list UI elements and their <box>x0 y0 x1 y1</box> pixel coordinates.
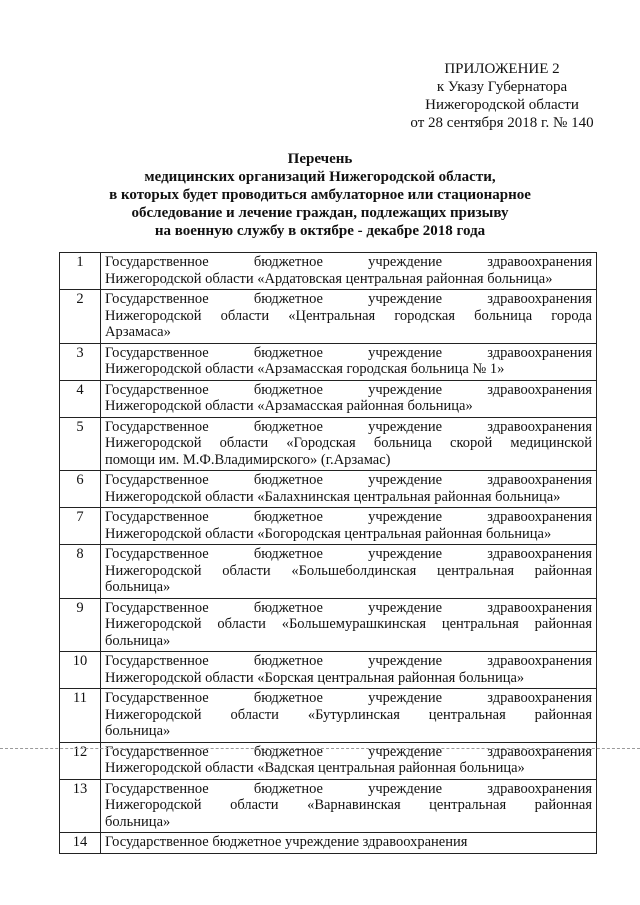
appendix-reference: к Указу Губернатора <box>436 79 568 95</box>
organization-name-line: больница» <box>105 632 171 649</box>
table-row <box>60 598 597 652</box>
organization-name <box>101 471 597 508</box>
organization-name-line: Нижегородской области «Центральная городская больница города <box>105 307 592 324</box>
organization-name-line: Арзамаса» <box>105 324 171 340</box>
organization-name-line: Государственное бюджетное учреждение здравоохранения <box>105 690 592 706</box>
scan-fold-line <box>0 748 640 749</box>
organization-name-line: Государственное бюджетное учреждение здравоохранения <box>105 834 468 850</box>
table-row <box>60 833 597 854</box>
appendix-label: ПРИЛОЖЕНИЕ 2 <box>444 61 560 77</box>
table-row <box>60 290 597 344</box>
organization-name-line: Государственное бюджетное учреждение здравоохранения <box>105 653 592 669</box>
table-row <box>60 652 597 689</box>
row-number: 14 <box>60 833 101 854</box>
organization-name <box>101 253 597 290</box>
organization-name <box>101 833 597 854</box>
organization-name-line: Государственное бюджетное учреждение здравоохранения <box>105 254 592 270</box>
row-number: 3 <box>60 343 101 380</box>
organization-name-line: Нижегородской области «Большеболдинская центральная районная <box>105 562 592 579</box>
organization-name-line: Государственное бюджетное учреждение здравоохранения <box>105 780 592 797</box>
row-number: 4 <box>60 380 101 417</box>
row-number: 5 <box>60 417 101 471</box>
organization-name-line: Нижегородской области «Большемурашкинская центральная районная <box>105 616 592 632</box>
organization-name-line: больница» <box>105 723 171 739</box>
row-number: 11 <box>60 689 101 743</box>
table-row <box>60 545 597 599</box>
appendix-region: Нижегородской области <box>425 97 579 113</box>
organization-name-line: Государственное бюджетное учреждение здравоохранения <box>105 291 592 307</box>
title-line: в которых будет проводиться амбулаторное или стационарное <box>109 187 531 203</box>
organization-name-line: больница» <box>105 813 171 830</box>
organization-name-line: Государственное бюджетное учреждение здравоохранения <box>105 381 592 398</box>
organization-name-line: Государственное бюджетное учреждение здравоохранения <box>105 509 592 525</box>
organization-name <box>101 598 597 652</box>
organization-name <box>101 380 597 417</box>
appendix-header <box>392 60 612 132</box>
organization-name <box>101 545 597 599</box>
row-number: 7 <box>60 508 101 545</box>
row-number: 13 <box>60 779 101 833</box>
title-line: на военную службу в октябре - декабре 2018 года <box>154 223 486 239</box>
organization-name-line: Нижегородской области «Варнавинская центральная районная <box>105 797 592 813</box>
organization-name <box>101 689 597 743</box>
organization-name <box>101 343 597 380</box>
organization-name <box>101 779 597 833</box>
row-number: 10 <box>60 652 101 689</box>
organization-name-line: Нижегородской области «Городская больница скорой медицинской <box>105 435 592 451</box>
table-row <box>60 253 597 290</box>
row-number: 1 <box>60 253 101 290</box>
table-row <box>60 471 597 508</box>
organization-name <box>101 652 597 689</box>
organization-name-line: Государственное бюджетное учреждение здравоохранения <box>105 599 592 616</box>
organization-name-line: Государственное бюджетное учреждение здравоохранения <box>105 344 592 361</box>
organization-name-line: Государственное бюджетное учреждение здравоохранения <box>105 472 592 488</box>
row-number: 9 <box>60 598 101 652</box>
document-title <box>40 150 600 240</box>
table-row <box>60 508 597 545</box>
title-line: медицинских организаций Нижегородской области, <box>144 169 496 185</box>
organization-name-line: Государственное бюджетное учреждение здравоохранения <box>105 418 592 435</box>
organization-name-line: Нижегородской области «Борская центральная районная больница» <box>105 669 525 686</box>
organization-name-line: Нижегородской области «Богородская центральная районная больница» <box>105 525 552 542</box>
organization-name <box>101 290 597 344</box>
row-number: 12 <box>60 742 101 779</box>
table-row <box>60 779 597 833</box>
organization-name-line: Нижегородской области «Ардатовская центральная районная больница» <box>105 270 553 287</box>
organization-name <box>101 417 597 471</box>
organization-name-line: Нижегородской области «Балахнинская центральная районная больница» <box>105 488 561 505</box>
row-number: 2 <box>60 290 101 344</box>
organization-name-line: Нижегородской области «Вадская центральная районная больница» <box>105 760 525 776</box>
organizations-table <box>59 252 597 854</box>
organization-name-line: Нижегородской области «Бутурлинская центральная районная <box>105 706 592 723</box>
table-row <box>60 380 597 417</box>
organizations-table-body <box>60 253 597 854</box>
title-line: обследование и лечение граждан, подлежащих призыву <box>131 205 509 221</box>
organization-name-line: больница» <box>105 579 171 595</box>
organization-name-line: Нижегородской области «Арзамасская районная больница» <box>105 398 473 414</box>
appendix-date: от 28 сентября 2018 г. № 140 <box>410 115 594 131</box>
table-row <box>60 689 597 743</box>
organization-name-line: Государственное бюджетное учреждение здравоохранения <box>105 546 592 562</box>
organization-name-line: Государственное бюджетное учреждение здравоохранения <box>105 743 592 760</box>
organization-name-line: помощи им. М.Ф.Владимирского» (г.Арзамас) <box>105 451 391 468</box>
row-number: 8 <box>60 545 101 599</box>
title-line: Перечень <box>287 151 353 167</box>
organization-name-line: Нижегородской области «Арзамасская городская больница № 1» <box>105 361 505 377</box>
table-row <box>60 417 597 471</box>
table-row <box>60 343 597 380</box>
organization-name <box>101 508 597 545</box>
row-number: 6 <box>60 471 101 508</box>
